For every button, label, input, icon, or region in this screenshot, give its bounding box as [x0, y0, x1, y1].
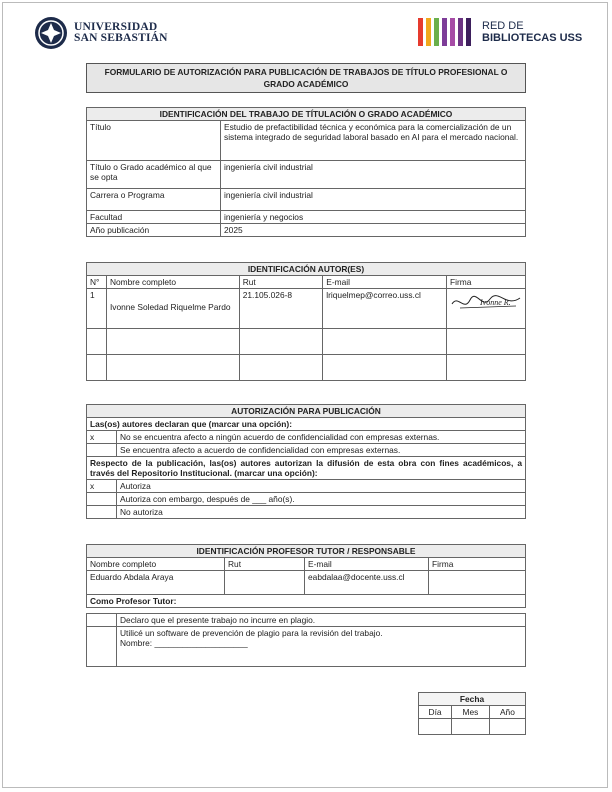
empty-cell [106, 329, 239, 355]
col-n: N° [87, 276, 107, 289]
facultad-value[interactable]: ingeniería y negocios [221, 211, 526, 224]
author-name-text: Ivonne Soledad Riquelme Pardo [109, 302, 231, 312]
library-color-bar [442, 18, 447, 46]
tutor-rut[interactable] [225, 571, 305, 595]
tutor-col-name: Nombre completo [87, 558, 225, 571]
pub1-text: Autoriza [117, 480, 526, 493]
fecha-anio-input[interactable] [489, 719, 525, 735]
empty-cell [447, 355, 526, 381]
uss-logo [34, 16, 168, 50]
signature-text: Ivonne R. [480, 298, 511, 307]
empty-cell [239, 355, 323, 381]
signature-scribble [450, 290, 522, 316]
library-name-line2: BIBLIOTECAS USS [482, 32, 583, 44]
opt1-checkbox[interactable]: x [87, 431, 117, 444]
uss-seal-icon [34, 16, 68, 50]
authorization-table [86, 404, 526, 519]
titulo-value[interactable]: Estudio de prefactibilidad técnica y económica para la comercialización de un sistema integrado de seguridad laboral basado en AI para el mercado nacional. [221, 121, 526, 161]
pub3-text: No autoriza [117, 506, 526, 519]
empty-cell [239, 329, 323, 355]
decl2-text: Utilicé un software de prevención de plagio para la revisión del trabajo. [120, 628, 383, 638]
col-name: Nombre completo [106, 276, 239, 289]
fecha-anio-label: Año [489, 706, 525, 719]
library-color-bar [418, 18, 423, 46]
nombre-line[interactable]: Nombre: ____________________ [120, 638, 248, 648]
library-logo [418, 18, 582, 46]
author-rut[interactable]: 21.105.026-8 [239, 289, 323, 329]
author-number: 1 [87, 289, 107, 329]
empty-cell [106, 355, 239, 381]
university-name-line1: UNIVERSIDAD [74, 21, 158, 33]
tutor-heading: IDENTIFICACIÓN PROFESOR TUTOR / RESPONSABLE [87, 545, 526, 558]
library-color-bars [418, 18, 474, 46]
empty-cell [87, 355, 107, 381]
pub2-checkbox[interactable] [87, 493, 117, 506]
author-name[interactable] [106, 289, 239, 329]
titulo-label: Título [87, 121, 221, 161]
fecha-mes-label: Mes [452, 706, 490, 719]
decl1-checkbox[interactable] [87, 614, 117, 627]
library-color-bar [434, 18, 439, 46]
as-tutor-label: Como Profesor Tutor: [87, 595, 526, 608]
author-signature [447, 289, 526, 329]
tutor-signature[interactable] [429, 571, 526, 595]
carrera-label: Carrera o Programa [87, 189, 221, 211]
tutor-email[interactable]: eabdalaa@docente.uss.cl [305, 571, 429, 595]
anio-value[interactable]: 2025 [221, 224, 526, 237]
tutor-name[interactable]: Eduardo Abdala Araya [87, 571, 225, 595]
tutor-col-rut: Rut [225, 558, 305, 571]
col-email: E-mail [323, 276, 447, 289]
authors-table [86, 262, 526, 381]
fecha-heading: Fecha [419, 693, 526, 706]
empty-cell [323, 329, 447, 355]
facultad-label: Facultad [87, 211, 221, 224]
fecha-table [418, 692, 526, 735]
opt1-text: No se encuentra afecto a ningún acuerdo de confidencialidad con empresas externas. [117, 431, 526, 444]
authorization-heading: AUTORIZACIÓN PARA PUBLICACIÓN [87, 405, 526, 418]
empty-cell [323, 355, 447, 381]
library-color-bar [458, 18, 463, 46]
empty-cell [87, 329, 107, 355]
library-color-bar [466, 18, 471, 46]
fecha-dia-input[interactable] [419, 719, 452, 735]
author-email[interactable]: lriquelmep@correo.uss.cl [323, 289, 447, 329]
library-color-bar [450, 18, 455, 46]
col-firma: Firma [447, 276, 526, 289]
opt2-text: Se encuentra afecto a acuerdo de confidencialidad con empresas externas. [117, 444, 526, 457]
authors-heading: IDENTIFICACIÓN AUTOR(ES) [87, 263, 526, 276]
work-heading: IDENTIFICACIÓN DEL TRABAJO DE TÍTULACIÓN O GRADO ACADÉMICO [87, 108, 526, 121]
grado-value[interactable]: ingeniería civil industrial [221, 161, 526, 189]
opt2-checkbox[interactable] [87, 444, 117, 457]
library-name-line1: RED DE [482, 20, 524, 32]
grado-label: Título o Grado académico al que se opta [87, 161, 221, 189]
carrera-value[interactable]: ingeniería civil industrial [221, 189, 526, 211]
tutor-declarations-table [86, 613, 526, 667]
decl2-checkbox[interactable] [87, 627, 117, 667]
tutor-col-firma: Firma [429, 558, 526, 571]
pub1-checkbox[interactable]: x [87, 480, 117, 493]
col-rut: Rut [239, 276, 323, 289]
decl1-text: Declaro que el presente trabajo no incurre en plagio. [117, 614, 526, 627]
pub3-checkbox[interactable] [87, 506, 117, 519]
respect-text: Respecto de la publicación, las(os) autores autorizan la difusión de esta obra con fines académicos, a través del Repositorio Institucional. (marcar una opción): [87, 457, 526, 480]
library-color-bar [426, 18, 431, 46]
work-identification-table [86, 107, 526, 237]
anio-label: Año publicación [87, 224, 221, 237]
university-name-line2: SAN SEBASTIÁN [74, 32, 168, 44]
empty-cell [447, 329, 526, 355]
tutor-table [86, 544, 526, 608]
fecha-mes-input[interactable] [452, 719, 490, 735]
pub2-text: Autoriza con embargo, después de ___ año(s). [117, 493, 526, 506]
form-title: FORMULARIO DE AUTORIZACIÓN PARA PUBLICACIÓN DE TRABAJOS DE TÍTULO PROFESIONAL O GRADO ACADÉMICO [86, 63, 526, 93]
tutor-col-email: E-mail [305, 558, 429, 571]
decl2-cell [117, 627, 526, 667]
declare-text: Las(os) autores declaran que (marcar una opción): [87, 418, 526, 431]
fecha-dia-label: Día [419, 706, 452, 719]
